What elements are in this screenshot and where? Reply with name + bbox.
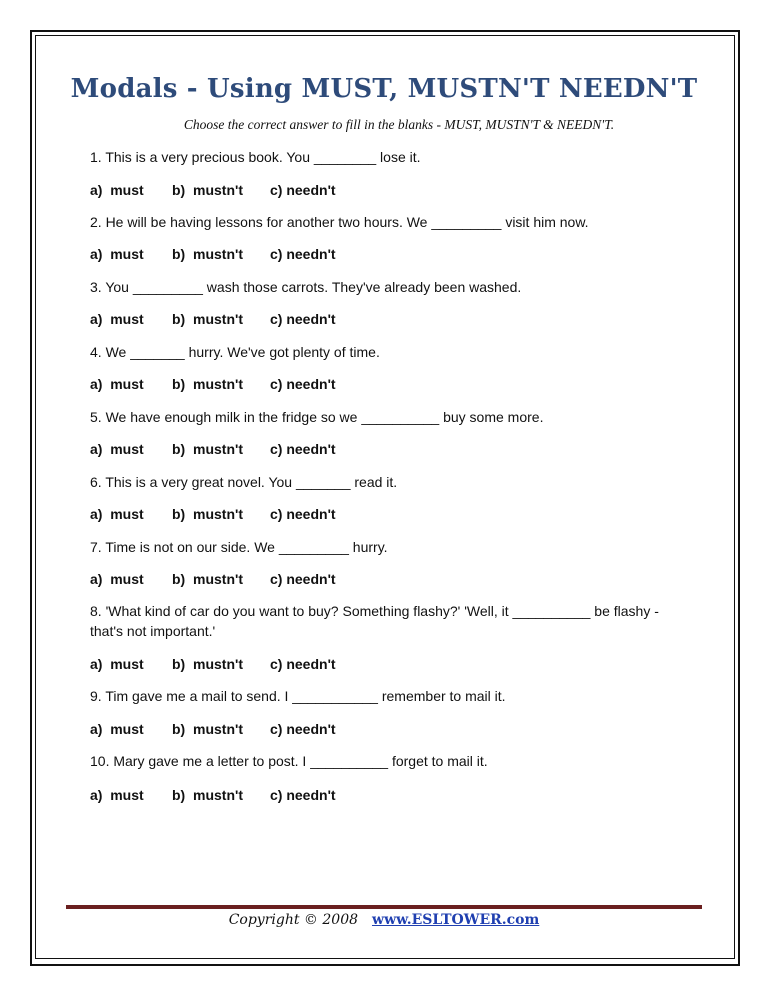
copyright-text: Copyright © 2008 xyxy=(228,912,359,928)
options-1 xyxy=(90,182,336,198)
option-a[interactable]: a) must xyxy=(90,656,144,672)
option-b[interactable]: b) mustn't xyxy=(172,656,243,672)
options-7 xyxy=(90,571,336,587)
website-link[interactable]: www.ESLTOWER.com xyxy=(372,912,540,928)
question-2: 2. He will be having lessons for another two hours. We _________ visit him now. xyxy=(90,214,589,230)
option-c[interactable]: c) needn't xyxy=(270,506,336,522)
option-c[interactable]: c) needn't xyxy=(270,311,336,327)
question-4: 4. We _______ hurry. We've got plenty of time. xyxy=(90,344,380,360)
option-c[interactable]: c) needn't xyxy=(270,441,336,457)
option-c[interactable]: c) needn't xyxy=(270,656,336,672)
question-10: 10. Mary gave me a letter to post. I __________ forget to mail it. xyxy=(90,753,488,769)
option-b[interactable]: b) mustn't xyxy=(172,721,243,737)
option-a[interactable]: a) must xyxy=(90,571,144,587)
question-3: 3. You _________ wash those carrots. They've already been washed. xyxy=(90,279,522,295)
option-a[interactable]: a) must xyxy=(90,182,144,198)
options-2 xyxy=(90,246,336,262)
option-b[interactable]: b) mustn't xyxy=(172,506,243,522)
question-6: 6. This is a very great novel. You _______ read it. xyxy=(90,474,398,490)
option-c[interactable]: c) needn't xyxy=(270,571,336,587)
option-a[interactable]: a) must xyxy=(90,311,144,327)
options-5 xyxy=(90,441,336,457)
options-3 xyxy=(90,311,336,327)
option-c[interactable]: c) needn't xyxy=(270,376,336,392)
footer xyxy=(0,912,768,928)
option-a[interactable]: a) must xyxy=(90,506,144,522)
option-a[interactable]: a) must xyxy=(90,721,144,737)
option-c[interactable]: c) needn't xyxy=(270,246,336,262)
options-6 xyxy=(90,506,336,522)
options-4 xyxy=(90,376,336,392)
option-b[interactable]: b) mustn't xyxy=(172,182,243,198)
option-c[interactable]: c) needn't xyxy=(270,182,336,198)
option-a[interactable]: a) must xyxy=(90,376,144,392)
question-1: 1. This is a very precious book. You ________ lose it. xyxy=(90,149,421,165)
question-7: 7. Time is not on our side. We _________ hurry. xyxy=(90,539,388,555)
option-b[interactable]: b) mustn't xyxy=(172,376,243,392)
options-8 xyxy=(90,656,336,672)
option-c[interactable]: c) needn't xyxy=(270,787,336,803)
footer-divider xyxy=(66,905,702,909)
page-border-inner xyxy=(35,35,735,959)
option-b[interactable]: b) mustn't xyxy=(172,787,243,803)
option-b[interactable]: b) mustn't xyxy=(172,246,243,262)
page-title: Modals - Using MUST, MUSTN'T NEEDN'T xyxy=(70,74,698,104)
options-9 xyxy=(90,721,336,737)
options-10 xyxy=(90,787,336,803)
option-b[interactable]: b) mustn't xyxy=(172,571,243,587)
option-c[interactable]: c) needn't xyxy=(270,721,336,737)
question-9: 9. Tim gave me a mail to send. I ___________ remember to mail it. xyxy=(90,688,506,704)
option-a[interactable]: a) must xyxy=(90,787,144,803)
option-a[interactable]: a) must xyxy=(90,246,144,262)
option-a[interactable]: a) must xyxy=(90,441,144,457)
question-5: 5. We have enough milk in the fridge so we __________ buy some more. xyxy=(90,409,544,425)
question-8: 8. 'What kind of car do you want to buy? Something flashy?' 'Well, it __________ be flashy - that's not important.' xyxy=(90,603,659,639)
instructions: Choose the correct answer to fill in the blanks - MUST, MUSTN'T & NEEDN'T. xyxy=(183,117,615,132)
option-b[interactable]: b) mustn't xyxy=(172,441,243,457)
option-b[interactable]: b) mustn't xyxy=(172,311,243,327)
